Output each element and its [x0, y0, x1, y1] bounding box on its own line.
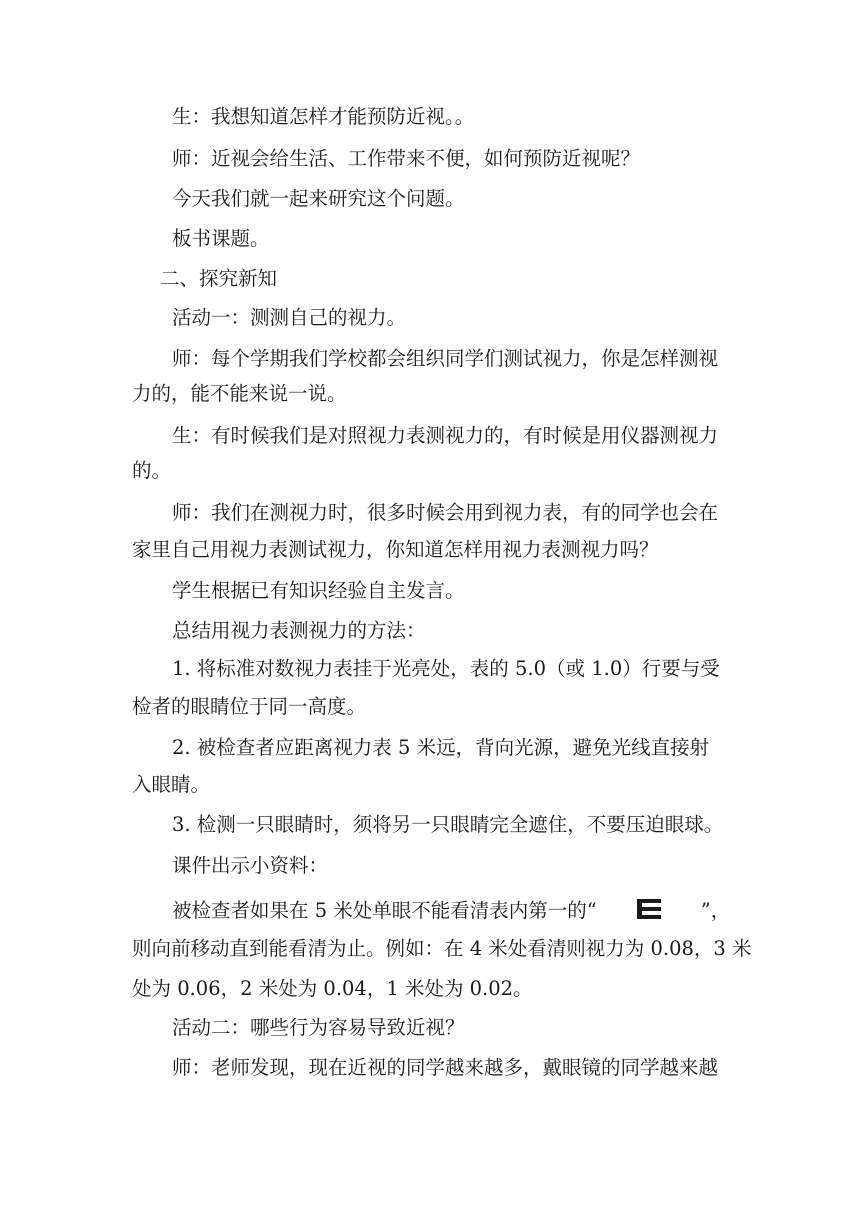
paragraph-summary: 总结用视力表测视力的方法：: [172, 619, 426, 642]
paragraph-today: 今天我们就一起来研究这个问题。: [172, 187, 465, 210]
paragraph-student-speak: 学生根据已有知识经验自主发言。: [172, 579, 465, 602]
paragraph-teacher-3-line1: 师：我们在测视力时，很多时候会用到视力表，有的同学也会在: [172, 501, 719, 524]
paragraph-student-1: 生：我想知道怎样才能预防近视。。: [172, 105, 475, 128]
paragraph-teacher-4: 师：老师发现，现在近视的同学越来越多，戴眼镜的同学越来越: [172, 1056, 719, 1079]
info-paragraph-line3: 处为 0.06，2 米处为 0.04，1 米处为 0.02。: [132, 977, 533, 1000]
paragraph-teacher-3-line2: 家里自己用视力表测试视力，你知道怎样用视力表测视力吗？: [132, 538, 659, 561]
method-1-line2: 检者的眼睛位于同一高度。: [132, 695, 367, 718]
paragraph-student-2-line1: 生：有时候我们是对照视力表测视力的，有时候是用仪器测视力: [172, 424, 719, 447]
paragraph-board-title: 板书课题。: [172, 227, 270, 250]
info-text-before-e: 被检查者如果在 5 米处单眼不能看清表内第一的“: [172, 899, 597, 922]
paragraph-teacher-2-line2: 力的，能不能来说一说。: [132, 382, 347, 405]
method-2-line2: 入眼睛。: [132, 773, 211, 796]
method-2-line1: 2. 被检查者应距离视力表 5 米远，背向光源，避免光线直接射: [172, 736, 710, 759]
paragraph-teacher-1: 师：近视会给生活、工作带来不便，如何预防近视呢？: [172, 147, 641, 170]
paragraph-student-2-line2: 的。: [132, 459, 172, 482]
method-3: 3. 检测一只眼睛时，须将另一只眼睛完全遮住，不要压迫眼球。: [172, 813, 724, 836]
section-heading: 二、探究新知: [160, 267, 278, 290]
eye-chart-e-icon: [637, 899, 661, 919]
activity-one-title: 活动一：测测自己的视力。: [172, 306, 407, 329]
info-text-after-e: ”，: [700, 899, 731, 922]
courseware-info: 课件出示小资料：: [172, 854, 329, 877]
method-1-line1: 1. 将标准对数视力表挂于光亮处，表的 5.0（或 1.0）行要与受: [172, 657, 720, 680]
activity-two-title: 活动二：哪些行为容易导致近视？: [172, 1016, 465, 1039]
info-paragraph-line2: 则向前移动直到能看清为止。例如：在 4 米处看清则视力为 0.08，3 米: [132, 937, 752, 960]
info-paragraph-line1: [172, 898, 772, 924]
paragraph-teacher-2-line1: 师：每个学期我们学校都会组织同学们测试视力，你是怎样测视: [172, 347, 719, 370]
